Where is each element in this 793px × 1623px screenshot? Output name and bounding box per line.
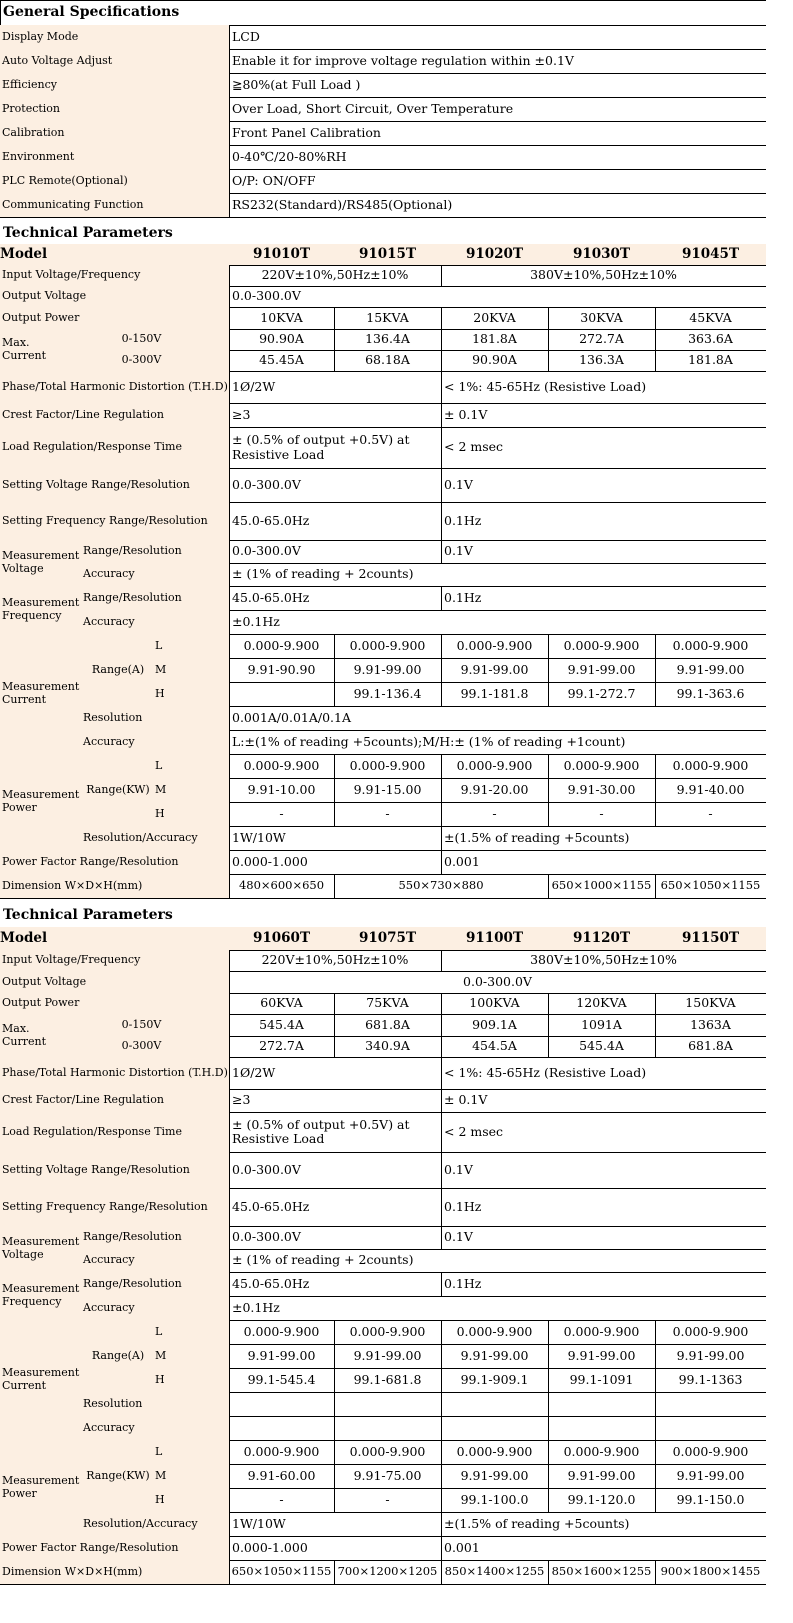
spec-label: Protection xyxy=(0,97,229,121)
output-power-value: 100KVA xyxy=(469,995,520,1011)
mv-accuracy-label: Accuracy xyxy=(81,563,229,586)
spec-value: RS232(Standard)/RS485(Optional) xyxy=(232,196,453,212)
power-factor-value: 0.000-1.000 xyxy=(232,853,308,869)
max-current-value: 90.90A xyxy=(472,352,517,368)
setting-frequency-value: 45.0-65.0Hz xyxy=(232,1198,310,1214)
mc-range-value: 0.000-9.900 xyxy=(349,1323,426,1339)
model-name: 91015T xyxy=(334,244,441,265)
mp-range-value: - xyxy=(279,805,284,821)
setting-voltage-value: 0.0-300.0V xyxy=(232,1161,301,1177)
setting-voltage-value: 0.0-300.0V xyxy=(232,476,301,492)
input-label: Input Voltage/Frequency xyxy=(0,265,229,286)
setting-frequency-label: Setting Frequency Range/Resolution xyxy=(0,502,229,540)
load-regulation-label: Load Regulation/Response Time xyxy=(0,1112,229,1152)
mc-accuracy-value: L:±(1% of reading +5counts);M/H:± (1% of reading +1count) xyxy=(232,733,626,749)
mc-range-value: 9.91-99.00 xyxy=(460,661,529,677)
spec-label: Environment xyxy=(0,145,229,169)
mp-accuracy-value: ±(1.5% of reading +5counts) xyxy=(444,829,630,845)
mp-resolution-value: 1W/10W xyxy=(232,1515,286,1531)
mc-range-value: 0.000-9.900 xyxy=(243,1323,320,1339)
mp-range-value: 9.91-99.00 xyxy=(567,1467,636,1483)
power-factor-value: 0.001 xyxy=(444,1539,480,1555)
thd-value: < 1%: 45-65Hz (Resistive Load) xyxy=(444,378,647,394)
mp-range-value: 0.000-9.900 xyxy=(243,1443,320,1459)
spec-value: Front Panel Calibration xyxy=(232,124,381,140)
mp-range-value: 99.1-100.0 xyxy=(460,1491,529,1507)
mp-range-value: 99.1-150.0 xyxy=(676,1491,745,1507)
mp-range-value: 0.000-9.900 xyxy=(672,757,749,773)
dimension-value: 550×730×880 xyxy=(398,878,484,893)
model-label: Model xyxy=(0,244,229,265)
mp-range-value: - xyxy=(708,805,713,821)
spec-label: Calibration xyxy=(0,121,229,145)
mp-range-value: 0.000-9.900 xyxy=(563,757,640,773)
power-factor-value: 0.001 xyxy=(444,853,480,869)
mc-range-value: 0.000-9.900 xyxy=(563,1323,640,1339)
input-value: 380V±10%,50Hz±10% xyxy=(530,267,677,283)
max-current-range: 0-300V xyxy=(52,350,229,371)
measurement-power-label: Measurement Power xyxy=(0,754,81,850)
max-current-range: 0-300V xyxy=(52,1036,229,1057)
mp-range-value: 9.91-99.00 xyxy=(460,1467,529,1483)
mp-range-value: - xyxy=(492,805,497,821)
input-value: 220V±10%,50Hz±10% xyxy=(261,267,409,283)
empty-cell xyxy=(229,1416,334,1440)
mp-range-value: 9.91-10.00 xyxy=(247,781,316,797)
output-power-value: 15KVA xyxy=(366,309,409,325)
max-current-value: 363.6A xyxy=(688,331,733,347)
output-power-value: 10KVA xyxy=(260,309,303,325)
mp-range-value: 9.91-99.00 xyxy=(676,1467,745,1483)
response-time-value: < 2 msec xyxy=(444,439,504,455)
mp-resolution-accuracy-label: Resolution/Accuracy xyxy=(81,1512,229,1536)
output-power-label: Output Power xyxy=(0,307,229,329)
mp-range-value: 9.91-30.00 xyxy=(567,781,636,797)
output-power-value: 60KVA xyxy=(260,995,303,1011)
setting-voltage-value: 0.1V xyxy=(444,1161,473,1177)
mf-resolution-value: 0.1Hz xyxy=(444,589,482,605)
output-voltage-label: Output Voltage xyxy=(0,286,229,307)
max-current-value: 272.7A xyxy=(579,331,624,347)
max-current-range: 0-150V xyxy=(52,329,229,350)
mc-range-value: 9.91-99.00 xyxy=(567,661,636,677)
mc-range-value: 99.1-272.7 xyxy=(567,685,636,701)
model-name: 91020T xyxy=(441,244,548,265)
output-power-value: 75KVA xyxy=(366,995,409,1011)
max-current-value: 545.4A xyxy=(579,1038,624,1054)
mc-range-value: 9.91-99.00 xyxy=(353,1347,422,1363)
dimension-value: 700×1200×1205 xyxy=(337,1564,438,1579)
mv-range-value: 0.0-300.0V xyxy=(232,1229,301,1245)
crest-value: ± 0.1V xyxy=(444,406,488,422)
measurement-frequency-label: Measurement Frequency xyxy=(0,586,81,634)
model-name: 91060T xyxy=(229,927,334,950)
max-current-value: 681.8A xyxy=(688,1038,733,1054)
empty-cell xyxy=(229,1392,334,1416)
thd-value: 1Ø/2W xyxy=(232,378,276,394)
load-regulation-label: Load Regulation/Response Time xyxy=(0,427,229,468)
mc-range-value: 99.1-909.1 xyxy=(460,1371,529,1387)
mp-range-value: 99.1-120.0 xyxy=(567,1491,636,1507)
empty-cell xyxy=(655,1392,766,1416)
mc-range-value: 99.1-545.4 xyxy=(247,1371,316,1387)
empty-cell xyxy=(334,1392,441,1416)
thd-value: < 1%: 45-65Hz (Resistive Load) xyxy=(444,1064,647,1080)
mp-range-label: Range(KW) xyxy=(81,1440,153,1512)
mp-range-value: 9.91-60.00 xyxy=(247,1467,316,1483)
model-name: 91010T xyxy=(229,244,334,265)
spec-value: 0-40℃/20-80%RH xyxy=(232,148,347,164)
mf-range-label: Range/Resolution xyxy=(81,1272,229,1296)
mv-accuracy-value: ± (1% of reading + 2counts) xyxy=(232,566,414,582)
mc-range-value: 99.1-363.6 xyxy=(676,685,745,701)
model-name: 91120T xyxy=(548,927,655,950)
mc-range-value: 0.000-9.900 xyxy=(563,637,640,653)
mf-resolution-value: 0.1Hz xyxy=(444,1275,482,1291)
output-power-value: 150KVA xyxy=(685,995,736,1011)
mc-range-label: Range(A) xyxy=(81,1320,153,1392)
setting-frequency-value: 0.1Hz xyxy=(444,1198,482,1214)
dimension-value: 850×1400×1255 xyxy=(444,1564,545,1579)
model-name: 91045T xyxy=(655,244,766,265)
mc-range-value: 9.91-90.90 xyxy=(247,661,316,677)
mc-range-value: 9.91-99.00 xyxy=(567,1347,636,1363)
crest-label: Crest Factor/Line Regulation xyxy=(0,403,229,427)
output-power-value: 45KVA xyxy=(689,309,732,325)
load-regulation-value: ± (0.5% of output +0.5V) at Resistive Load xyxy=(232,1116,410,1146)
spec-label: Auto Voltage Adjust xyxy=(0,49,229,73)
dimension-value: 650×1050×1155 xyxy=(231,1564,332,1579)
max-current-value: 181.8A xyxy=(472,331,517,347)
power-factor-value: 0.000-1.000 xyxy=(232,1539,308,1555)
mc-range-value: 0.000-9.900 xyxy=(672,1323,749,1339)
mp-range-value: 0.000-9.900 xyxy=(563,1443,640,1459)
measurement-voltage-label: Measurement Voltage xyxy=(0,1226,81,1272)
measurement-current-label: Measurement Current xyxy=(0,1320,81,1440)
mp-range-value: 9.91-15.00 xyxy=(353,781,422,797)
output-power-label: Output Power xyxy=(0,993,229,1014)
mc-range-value: 99.1-681.8 xyxy=(353,1371,422,1387)
output-voltage-value: 0.0-300.0V xyxy=(463,973,532,989)
mv-range-value: 0.0-300.0V xyxy=(232,543,301,559)
response-time-value: < 2 msec xyxy=(444,1123,504,1139)
max-current-value: 136.3A xyxy=(579,352,624,368)
mc-range-value xyxy=(229,682,334,706)
mp-range-value: 9.91-20.00 xyxy=(460,781,529,797)
mp-range-value: 0.000-9.900 xyxy=(349,1443,426,1459)
max-current-value: 272.7A xyxy=(259,1038,304,1054)
mp-resolution-value: 1W/10W xyxy=(232,829,286,845)
mp-range-value: 0.000-9.900 xyxy=(672,1443,749,1459)
max-current-value: 181.8A xyxy=(688,352,733,368)
setting-voltage-label: Setting Voltage Range/Resolution xyxy=(0,468,229,502)
mp-range-value: - xyxy=(279,1491,284,1507)
section-title-technical: Technical Parameters xyxy=(3,224,173,241)
thd-label: Phase/Total Harmonic Distortion (T.H.D) xyxy=(0,371,229,403)
mf-accuracy-value: ±0.1Hz xyxy=(232,1299,280,1315)
output-power-value: 20KVA xyxy=(473,309,516,325)
mc-range-value: 0.000-9.900 xyxy=(243,637,320,653)
crest-value: ± 0.1V xyxy=(444,1092,488,1108)
dimension-value: 480×600×650 xyxy=(238,878,325,893)
power-factor-label: Power Factor Range/Resolution xyxy=(0,850,229,874)
empty-cell xyxy=(548,1392,655,1416)
mc-level-label: L xyxy=(153,634,229,658)
output-voltage-value: 0.0-300.0V xyxy=(232,288,301,304)
mc-range-value: 9.91-99.00 xyxy=(247,1347,316,1363)
section-title-technical: Technical Parameters xyxy=(3,906,173,923)
mp-level-label: H xyxy=(153,802,229,826)
mp-range-value: 0.000-9.900 xyxy=(243,757,320,773)
setting-voltage-label: Setting Voltage Range/Resolution xyxy=(0,1152,229,1188)
max-current-value: 1363A xyxy=(690,1016,731,1032)
mp-level-label: L xyxy=(153,1440,229,1464)
input-value: 380V±10%,50Hz±10% xyxy=(530,952,677,968)
spec-label: PLC Remote(Optional) xyxy=(0,169,229,193)
load-regulation-value: ± (0.5% of output +0.5V) at Resistive Load xyxy=(232,432,410,462)
mc-range-value: 99.1-181.8 xyxy=(460,685,529,701)
spec-value: Enable it for improve voltage regulation within ±0.1V xyxy=(232,52,574,68)
max-current-value: 454.5A xyxy=(472,1038,517,1054)
spec-label: Display Mode xyxy=(0,25,229,49)
mc-level-label: M xyxy=(153,1344,229,1368)
mc-resolution-label: Resolution xyxy=(81,706,229,730)
model-name: 91150T xyxy=(655,927,766,950)
empty-cell xyxy=(441,1416,548,1440)
mc-range-value: 99.1-1363 xyxy=(678,1371,743,1387)
max-current-label: Max. Current xyxy=(0,1014,52,1057)
mv-accuracy-label: Accuracy xyxy=(81,1249,229,1272)
spec-value: O/P: ON/OFF xyxy=(232,172,316,188)
spec-label: Efficiency xyxy=(0,73,229,97)
mp-range-label: Range(KW) xyxy=(81,754,153,826)
measurement-voltage-label: Measurement Voltage xyxy=(0,540,81,586)
mf-accuracy-label: Accuracy xyxy=(81,610,229,634)
dimension-value: 650×1000×1155 xyxy=(551,878,652,893)
mc-range-label: Range(A) xyxy=(81,634,153,706)
spec-label: Communicating Function xyxy=(0,193,229,217)
mp-range-value: 9.91-40.00 xyxy=(676,781,745,797)
power-factor-label: Power Factor Range/Resolution xyxy=(0,1536,229,1560)
output-voltage-label: Output Voltage xyxy=(0,971,229,993)
output-power-value: 120KVA xyxy=(576,995,627,1011)
mf-range-value: 45.0-65.0Hz xyxy=(232,589,310,605)
mc-level-label: H xyxy=(153,1368,229,1392)
setting-voltage-value: 0.1V xyxy=(444,476,473,492)
mc-range-value: 0.000-9.900 xyxy=(456,1323,533,1339)
mc-range-value: 99.1-136.4 xyxy=(353,685,422,701)
mp-range-value: - xyxy=(599,805,604,821)
model-label: Model xyxy=(0,927,229,950)
input-label: Input Voltage/Frequency xyxy=(0,950,229,971)
mp-range-value: 9.91-75.00 xyxy=(353,1467,422,1483)
max-current-range: 0-150V xyxy=(52,1014,229,1036)
spec-value: Over Load, Short Circuit, Over Temperature xyxy=(232,100,514,116)
mp-range-value: 0.000-9.900 xyxy=(349,757,426,773)
spec-value: ≧80%(at Full Load ) xyxy=(232,76,361,92)
output-power-value: 30KVA xyxy=(580,309,623,325)
empty-cell xyxy=(334,1416,441,1440)
mp-range-value: - xyxy=(385,1491,390,1507)
dimension-label: Dimension W×D×H(mm) xyxy=(0,1560,229,1584)
measurement-current-label: Measurement Current xyxy=(0,634,81,754)
mp-level-label: H xyxy=(153,1488,229,1512)
max-current-value: 681.8A xyxy=(365,1016,410,1032)
mp-level-label: M xyxy=(153,1464,229,1488)
crest-value: ≥3 xyxy=(232,406,251,422)
mf-range-value: 45.0-65.0Hz xyxy=(232,1275,310,1291)
mv-range-label: Range/Resolution xyxy=(81,540,229,563)
mv-resolution-value: 0.1V xyxy=(444,1229,473,1245)
empty-cell xyxy=(655,1416,766,1440)
mc-range-value: 0.000-9.900 xyxy=(672,637,749,653)
measurement-frequency-label: Measurement Frequency xyxy=(0,1272,81,1320)
dimension-label: Dimension W×D×H(mm) xyxy=(0,874,229,898)
spec-value: LCD xyxy=(232,28,260,44)
dimension-value: 850×1600×1255 xyxy=(551,1564,652,1579)
mc-range-value: 99.1-1091 xyxy=(569,1371,634,1387)
thd-label: Phase/Total Harmonic Distortion (T.H.D) xyxy=(0,1057,229,1089)
dimension-value: 900×1800×1455 xyxy=(660,1564,761,1579)
max-current-label: Max. Current xyxy=(0,329,52,371)
mp-range-value: 0.000-9.900 xyxy=(456,1443,533,1459)
max-current-value: 136.4A xyxy=(365,331,410,347)
mc-level-label: L xyxy=(153,1320,229,1344)
empty-cell xyxy=(548,1416,655,1440)
max-current-value: 340.9A xyxy=(365,1038,410,1054)
mc-range-value: 9.91-99.00 xyxy=(676,1347,745,1363)
mf-accuracy-value: ±0.1Hz xyxy=(232,613,280,629)
input-value: 220V±10%,50Hz±10% xyxy=(261,952,409,968)
crest-label: Crest Factor/Line Regulation xyxy=(0,1089,229,1112)
mv-resolution-value: 0.1V xyxy=(444,543,473,559)
mp-level-label: L xyxy=(153,754,229,778)
mc-range-value: 9.91-99.00 xyxy=(460,1347,529,1363)
crest-value: ≥3 xyxy=(232,1092,251,1108)
max-current-value: 90.90A xyxy=(259,331,304,347)
section-title-general: General Specifications xyxy=(3,4,180,21)
max-current-value: 909.1A xyxy=(472,1016,517,1032)
measurement-power-label: Measurement Power xyxy=(0,1440,81,1536)
mf-accuracy-label: Accuracy xyxy=(81,1296,229,1320)
dimension-value: 650×1050×1155 xyxy=(660,878,761,893)
mc-resolution-value: 0.001A/0.01A/0.1A xyxy=(232,709,352,725)
mv-range-label: Range/Resolution xyxy=(81,1226,229,1249)
setting-frequency-value: 0.1Hz xyxy=(444,512,482,528)
mf-range-label: Range/Resolution xyxy=(81,586,229,610)
mc-range-value: 9.91-99.00 xyxy=(353,661,422,677)
setting-frequency-value: 45.0-65.0Hz xyxy=(232,512,310,528)
max-current-value: 545.4A xyxy=(259,1016,304,1032)
max-current-value: 68.18A xyxy=(365,352,410,368)
model-name: 91100T xyxy=(441,927,548,950)
model-name: 91030T xyxy=(548,244,655,265)
mc-accuracy-label: Accuracy xyxy=(81,730,229,754)
mc-range-value: 0.000-9.900 xyxy=(456,637,533,653)
max-current-value: 45.45A xyxy=(259,352,304,368)
mc-accuracy-label: Accuracy xyxy=(81,1416,229,1440)
mv-accuracy-value: ± (1% of reading + 2counts) xyxy=(232,1252,414,1268)
mc-level-label: H xyxy=(153,682,229,706)
setting-frequency-label: Setting Frequency Range/Resolution xyxy=(0,1188,229,1226)
mc-range-value: 0.000-9.900 xyxy=(349,637,426,653)
max-current-value: 1091A xyxy=(581,1016,622,1032)
mc-range-value: 9.91-99.00 xyxy=(676,661,745,677)
mc-resolution-label: Resolution xyxy=(81,1392,229,1416)
mc-level-label: M xyxy=(153,658,229,682)
mp-level-label: M xyxy=(153,778,229,802)
model-name: 91075T xyxy=(334,927,441,950)
mp-resolution-accuracy-label: Resolution/Accuracy xyxy=(81,826,229,850)
empty-cell xyxy=(441,1392,548,1416)
thd-value: 1Ø/2W xyxy=(232,1064,276,1080)
mp-range-value: 0.000-9.900 xyxy=(456,757,533,773)
mp-range-value: - xyxy=(385,805,390,821)
mp-accuracy-value: ±(1.5% of reading +5counts) xyxy=(444,1515,630,1531)
